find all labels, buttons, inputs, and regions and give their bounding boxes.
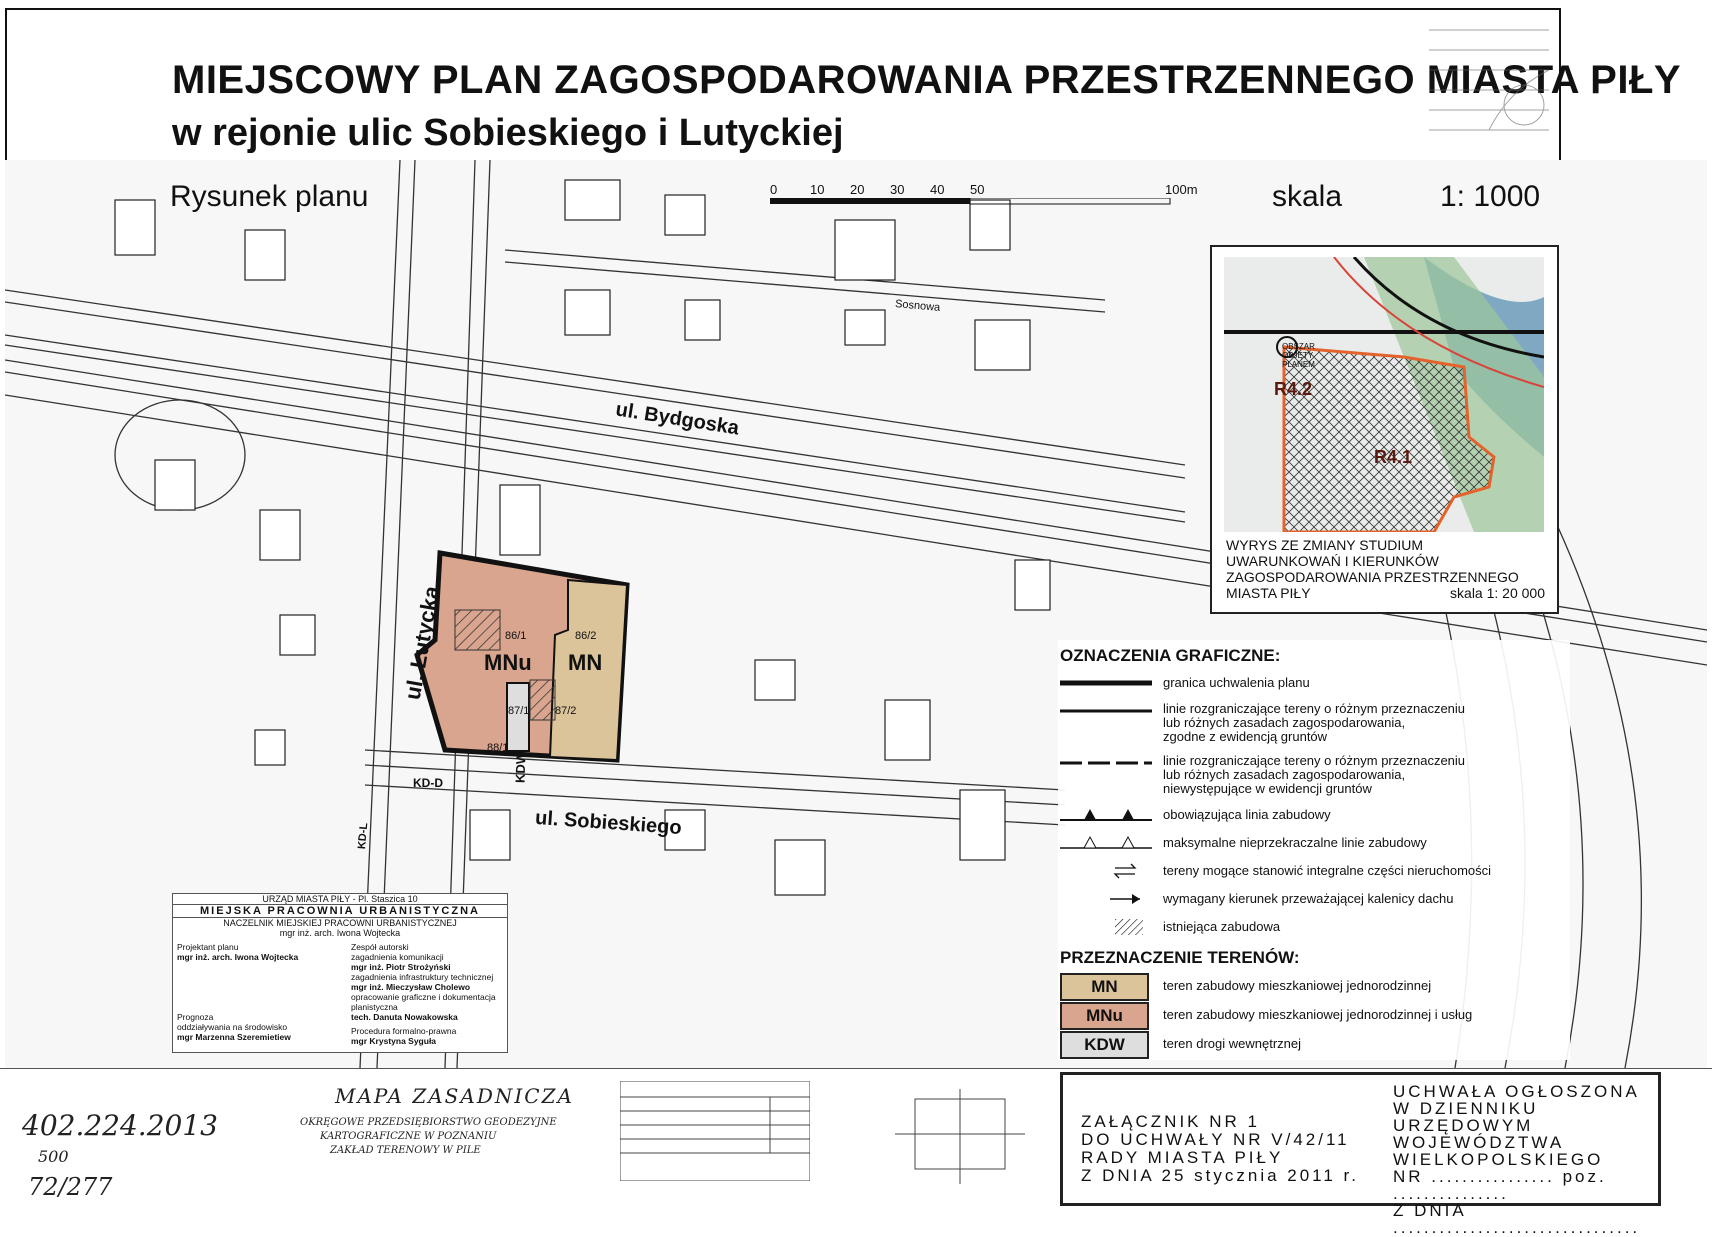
street-sobieskiego: ul. Sobieskiego — [534, 806, 683, 840]
double-arrow-icon — [1060, 862, 1152, 880]
drawing-label: Rysunek planu — [170, 180, 369, 213]
publication-text: UCHWAŁA OGŁOSZONA W DZIENNIKU URZĘDOWYM WOJEWÓDZTWA WIELKOPOLSKIEGO NR ................ poz. ............... Z DNIA ................................ — [1393, 1082, 1641, 1237]
hatch-symbol — [1060, 918, 1152, 936]
study-caption-line1: WYRYS ZE ZMIANY STUDIUM — [1226, 537, 1424, 553]
purpose-code: MNu — [1060, 1002, 1149, 1030]
purpose-code: KDW — [1060, 1031, 1149, 1059]
stamp-line2: KARTOGRAFICZNE W POZNANIU — [320, 1131, 497, 1142]
stamp-title: MAPA ZASADNICZA — [335, 1084, 574, 1108]
street-lutycka: ul. Lutycka — [399, 584, 445, 702]
scale-tick-100m: 100m — [1165, 182, 1198, 197]
stamp-line1: OKRĘGOWE PRZEDSIĘBIORSTWO GEODEZYJNE — [300, 1117, 557, 1128]
stamp-line3: ZAKŁAD TERENOWY W PILE — [330, 1145, 481, 1156]
arrow-icon — [1060, 890, 1152, 908]
purpose-code: MN — [1060, 973, 1149, 1001]
study-scale: skala 1: 20 000 — [1450, 585, 1545, 601]
scale-tick-0: 0 — [770, 182, 778, 197]
legend-text: granica uchwalenia planu — [1163, 675, 1310, 690]
register-table — [620, 1081, 810, 1181]
scale-tick-20: 20 — [850, 182, 865, 197]
legend-text: tereny mogące stanowić integralne części nieruchomości — [1163, 863, 1492, 878]
parcel-87-1: 87/1 — [508, 705, 530, 717]
scalebar-graphic — [770, 198, 1190, 218]
parcel-86-1: 86/1 — [505, 630, 527, 642]
zone-mnu-label: MNu — [484, 650, 532, 675]
legend-text: wymagany kierunek przeważającej kalenicy dachu — [1163, 891, 1454, 906]
office-left-column: Projektant planu mgr inż. arch. Iwona Wojtecka Prognoza oddziaływania na środowisko mgr Marzenna Szeremietiew — [177, 942, 299, 1042]
open-triangles-symbol — [1060, 834, 1152, 852]
stamp-graphic — [1419, 10, 1559, 158]
office-right-column: Zespół autorski zagadnienia komunikacji mgr inż. Piotr Strożyński zagadnienia infrastruktury technicznej mgr inż. Mieczysław Cholewo opracowanie graficzne i dokumentacja planistyczna tech. Danuta Nowakowska Procedura formalno-prawna mgr Krystyna Syguła — [351, 942, 496, 1046]
filled-triangles-symbol — [1060, 806, 1152, 824]
handwritten-small: 500 — [38, 1147, 69, 1166]
zone-mn-label: MN — [568, 650, 603, 675]
handwritten-number: 402.224.2013 — [22, 1109, 218, 1142]
attachment-text: ZAŁĄCZNIK NR 1 DO UCHWAŁY NR V/42/11 RADY MIASTA PIŁY Z DNIA 25 stycznia 2011 r. — [1081, 1112, 1359, 1185]
study-caption-line3: ZAGOSPODAROWANIA PRZESTRZENNEGO — [1226, 569, 1519, 585]
scale-label: skala — [1272, 180, 1343, 213]
office-header: URZĄD MIASTA PIŁY - Pl. Staszica 10 — [262, 894, 418, 904]
office-sub1: NACZELNIK MIEJSKIEJ PRACOWNI URBANISTYCZNEJ — [223, 918, 457, 928]
plan-title-line2: w rejonie ulic Sobieskiego i Lutyckiej — [172, 112, 844, 154]
purpose-text: teren zabudowy mieszkaniowej jednorodzinnej i usług — [1163, 1007, 1473, 1022]
purpose-title: PRZEZNACZENIE TERENÓW: — [1060, 948, 1300, 967]
legend-text: obowiązująca linia zabudowy — [1163, 807, 1331, 822]
title-frame — [5, 8, 1682, 162]
study-area-label: OBSZAR OBJĘTY PLANEM — [1282, 342, 1315, 369]
legend-text: linie rozgraniczające tereny o różnym przeznaczeniu lub różnych zasadach zagospodarowania, niewystępujące w ewidencji gruntów — [1163, 753, 1466, 796]
scale-tick-30: 30 — [890, 182, 905, 197]
scale-tick-50: 50 — [970, 182, 985, 197]
study-inset — [1210, 245, 1559, 614]
legend-text: linie rozgraniczające tereny o różnym przeznaczeniu lub różnych zasadach zagospodarowania, zgodne z ewidencją gruntów — [1163, 701, 1466, 744]
solid-line-symbol — [1060, 702, 1152, 720]
office-sub2: mgr inż. arch. Iwona Wojtecka — [279, 928, 401, 938]
scale-tick-40: 40 — [930, 182, 945, 197]
study-caption-line4: MIASTA PIŁY — [1226, 585, 1311, 601]
office-main: MIEJSKA PRACOWNIA URBANISTYCZNA — [173, 904, 507, 918]
scale-tick-10: 10 — [810, 182, 825, 197]
sheet-grid — [895, 1089, 1025, 1184]
scale-value: 1: 1000 — [1440, 180, 1541, 213]
plan-title-line1: MIEJSCOWY PLAN ZAGOSPODAROWANIA PRZESTRZENNEGO MIASTA PIŁY — [172, 58, 1682, 102]
legend-text: istniejąca zabudowa — [1163, 919, 1281, 934]
resolution-box — [1060, 1072, 1661, 1237]
study-label-r42: R4.2 — [1274, 379, 1313, 399]
purpose-text: teren drogi wewnętrznej — [1163, 1036, 1302, 1051]
legend-title: OZNACZENIA GRAFICZNE: — [1060, 646, 1281, 665]
study-map — [1224, 257, 1544, 532]
parcel-86-2: 86/2 — [575, 630, 597, 642]
parcel-87-2: 87/2 — [555, 705, 577, 717]
study-label-r41: R4.1 — [1374, 447, 1413, 467]
zone-kdl-label: KD-L — [356, 822, 371, 850]
handwritten-ref: 72/277 — [28, 1173, 113, 1201]
street-bydgoska: ul. Bydgoska — [614, 398, 741, 440]
zone-kdd-label: KD-D — [413, 776, 443, 790]
study-caption-line2: UWARUNKOWAŃ I KIERUNKÓW — [1226, 553, 1439, 569]
dashed-line-symbol — [1060, 754, 1152, 772]
office-credits — [172, 893, 508, 1053]
legend-text: maksymalne nieprzekraczalne linie zabudowy — [1163, 835, 1427, 850]
boundary-line-symbol — [1060, 674, 1152, 692]
parcel-88-1: 88/1 — [487, 742, 509, 754]
street-sosnowa: Sosnowa — [894, 298, 941, 314]
study-map-graphic — [1224, 257, 1544, 532]
purpose-text: teren zabudowy mieszkaniowej jednorodzinnej — [1163, 978, 1432, 993]
legend — [1058, 640, 1570, 1060]
zone-kdw-label: KDW — [512, 751, 529, 784]
